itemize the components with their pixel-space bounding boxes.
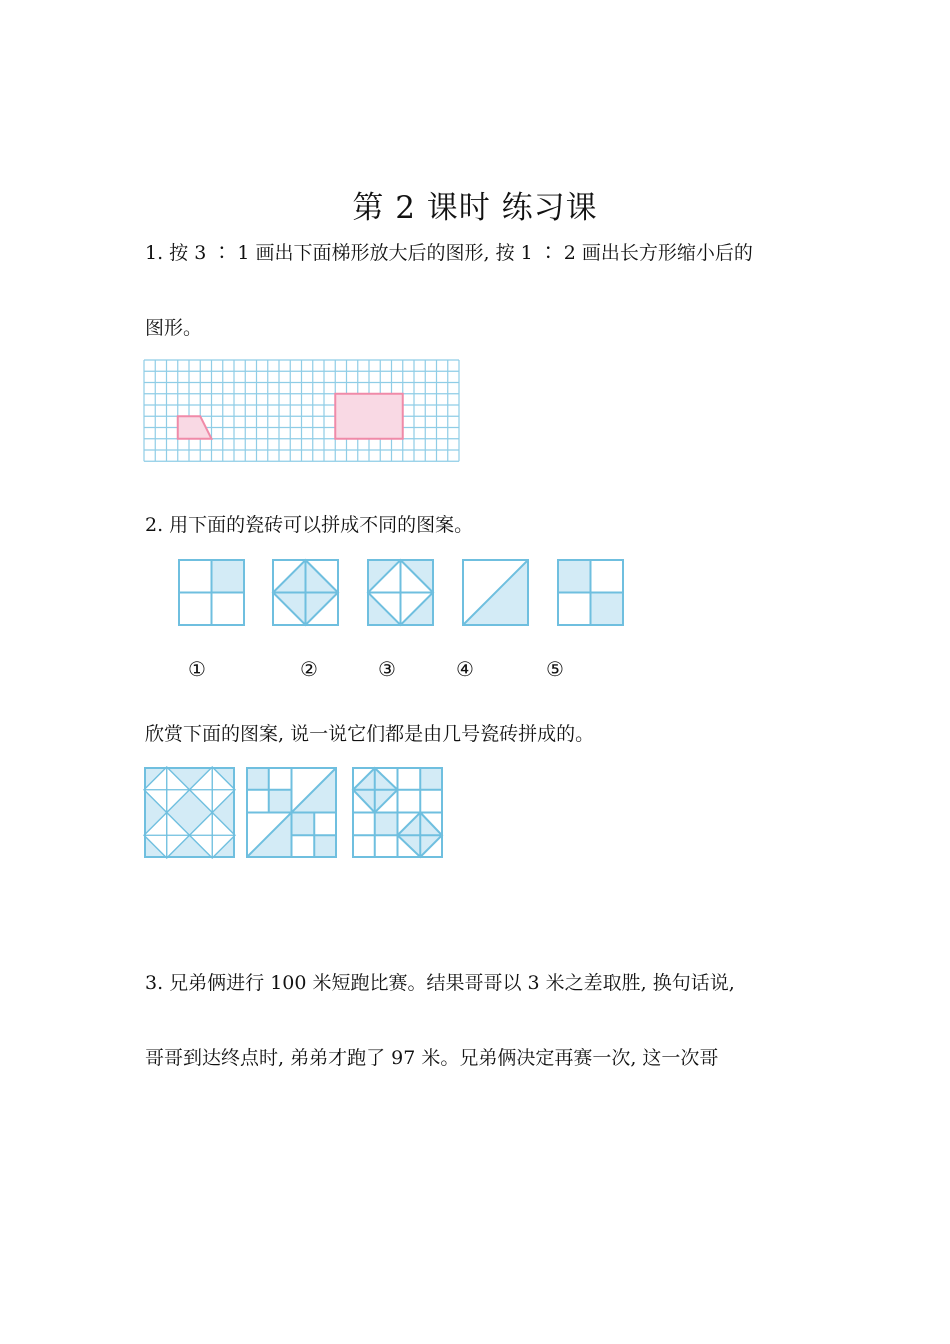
- pattern-a: [144, 767, 235, 858]
- pattern-b: [246, 767, 337, 858]
- question-2-line-2: 欣赏下面的图案, 说一说它们都是由几号瓷砖拼成的。: [145, 723, 595, 745]
- tile-5: [557, 559, 624, 626]
- trapezoid-shape: [178, 416, 212, 439]
- grid-lines: [144, 360, 459, 461]
- tile-number-3: ③: [378, 657, 396, 681]
- tile-number-5: ⑤: [546, 657, 564, 681]
- question-1-line-1: 1. 按 3 ∶ 1 画出下面梯形放大后的图形, 按 1 ∶ 2 画出长方形缩小后的: [145, 242, 753, 264]
- drawing-grid: [144, 360, 460, 464]
- question-1-line-2: 图形。: [145, 317, 203, 339]
- rectangle-shape: [335, 394, 403, 439]
- tile-number-2: ②: [300, 657, 318, 681]
- tile-2: [272, 559, 339, 626]
- pattern-c: [352, 767, 443, 858]
- question-2-line-1: 2. 用下面的瓷砖可以拼成不同的图案。: [145, 514, 474, 536]
- tile-4: [462, 559, 529, 626]
- question-3-line-1: 3. 兄弟俩进行 100 米短跑比赛。结果哥哥以 3 米之差取胜, 换句话说,: [145, 972, 735, 994]
- tile-3: [367, 559, 434, 626]
- tile-number-1: ①: [188, 657, 206, 681]
- tile-number-4: ④: [456, 657, 474, 681]
- page-title: 第 2 课时 练习课: [352, 190, 598, 226]
- question-3-line-2: 哥哥到达终点时, 弟弟才跑了 97 米。兄弟俩决定再赛一次, 这一次哥: [145, 1047, 719, 1069]
- tile-1: [178, 559, 245, 626]
